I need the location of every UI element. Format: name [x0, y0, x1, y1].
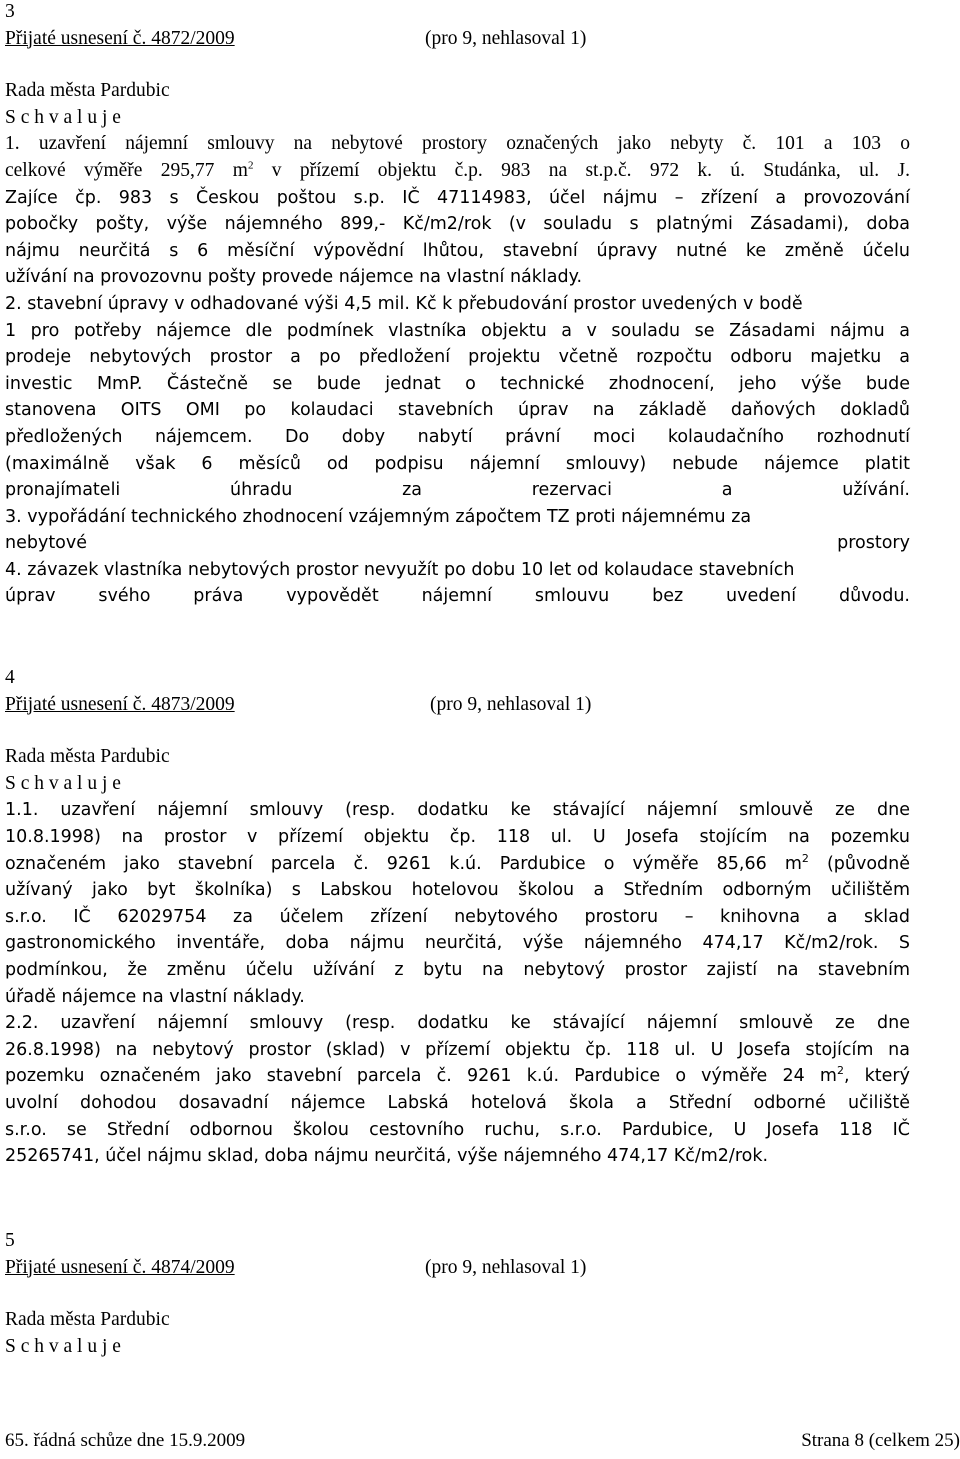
text-line: úřadě nájemce na vlastní náklady.: [5, 986, 305, 1007]
text-line: podmínkou, že změnu účelu užívání z bytu na nebytový prostor zajistí na stavebním: [5, 959, 910, 980]
document-section: [5, 665, 910, 1170]
vote-result: (pro 9, nehlasoval 1): [430, 693, 592, 715]
meeting-date: 65. řádná schůze dne 15.9.2009: [5, 1430, 246, 1451]
resolution-heading: [5, 692, 910, 719]
resolution-title: Přijaté usnesení č. 4872/2009: [5, 27, 235, 49]
approves-label: S c h v a l u j e: [5, 106, 121, 128]
text-line: úprav svého práva vypovědět nájemní smlouvu bez uvedení důvodu.: [5, 586, 910, 607]
document-section: [5, 1228, 910, 1360]
text-line: pobočky pošty, výše nájemného 899,- Kč/m2/rok (v souladu s platnými Zásadami), doba: [5, 214, 910, 235]
text-line: předložených nájemcem. Do doby nabytí právní moci kolaudačního rozhodnutí: [5, 426, 910, 447]
council-name: Rada města Pardubic: [5, 746, 170, 768]
text-line: gastronomického inventáře, doba nájmu neurčitá, výše nájemného 474,17 Kč/m2/rok. S: [5, 933, 910, 954]
text-line: 25265741, účel nájmu sklad, doba nájmu neurčitá, výše nájemného 474,17 Kč/m2/rok.: [5, 1146, 769, 1167]
text-line: 1.1. uzavření nájemní smlouvy (resp. dodatku ke stávající nájemní smlouvě ze dne: [5, 800, 910, 821]
resolution-title: Přijaté usnesení č. 4873/2009: [5, 693, 235, 715]
text-line: s.r.o. se Střední odbornou školou cestovního ruchu, s.r.o. Pardubice, U Josefa 118 IČ: [5, 1119, 910, 1140]
text-line: nebytové prostory: [5, 533, 910, 554]
approves-label: S c h v a l u j e: [5, 772, 121, 794]
resolution-title: Přijaté usnesení č. 4874/2009: [5, 1256, 235, 1278]
text-line: 26.8.1998) na nebytový prostor (sklad) v přízemí objektu čp. 118 ul. U Josefa stojícím na: [5, 1039, 910, 1060]
text-line: uvolní dohodou dosavadní nájemce Labská hotelová škola a Střední odborné učiliště: [5, 1092, 910, 1113]
resolution-heading: [5, 26, 910, 53]
page-footer: [5, 1430, 960, 1452]
page-number: Strana 8 (celkem 25): [801, 1430, 960, 1451]
approves-label: S c h v a l u j e: [5, 1335, 121, 1357]
text-line: 2.2. uzavření nájemní smlouvy (resp. dodatku ke stávající nájemní smlouvě ze dne: [5, 1013, 910, 1034]
council-name: Rada města Pardubic: [5, 1309, 170, 1331]
text-line: celkové výměře 295,77 $m^2$ v přízemí objektu č.p. 983 na st.p.č. 972 k. ú. Studánka, ul. J.: [5, 159, 910, 181]
text-line: 3. vypořádání technického zhodnocení vzájemným zápočtem TZ proti nájemnému za: [5, 506, 752, 527]
text-line: (maximálně však 6 měsíců od podpisu nájemní smlouvy) nebude nájemce platit: [5, 453, 910, 474]
vote-result: (pro 9, nehlasoval 1): [425, 1256, 587, 1278]
resolution-heading: [5, 1255, 910, 1282]
text-line: investic MmP. Částečně se bude jednat o technické zhodnocení, jeho výše bude: [5, 373, 910, 394]
document-page: [5, 0, 910, 610]
text-line: prodeje nebytových prostor a po předložení projektu včetně rozpočtu odboru majetku a: [5, 347, 910, 368]
text-line: užívaný jako byt školníka) s Labskou hotelovou školou a Středním odborným učilištěm: [5, 880, 910, 901]
text-line: 10.8.1998) na prostor v přízemí objektu čp. 118 ul. U Josefa stojícím na pozemku: [5, 826, 910, 847]
text-line: 4. závazek vlastníka nebytových prostor nevyužít po dobu 10 let od kolaudace stavebních: [5, 559, 795, 580]
text-line: pronajímateli úhradu za rezervaci a užívání.: [5, 480, 910, 501]
vote-result: (pro 9, nehlasoval 1): [425, 27, 587, 49]
section-number: 4: [5, 667, 15, 688]
text-line: 1 pro potřeby nájemce dle podmínek vlastníka objektu a v souladu se Zásadami nájmu a: [5, 320, 910, 341]
text-line: stanovena OITS OMI po kolaudaci stavebních úprav na základě daňových dokladů: [5, 400, 910, 421]
council-name: Rada města Pardubic: [5, 80, 170, 102]
text-line: 2. stavební úpravy v odhadované výši 4,5 mil. Kč k přebudování prostor uvedených v bodě: [5, 293, 803, 314]
text-line: užívání na provozovnu pošty provede nájemce na vlastní náklady.: [5, 267, 583, 288]
text-line: nájmu neurčitá s 6 měsíční výpovědní lhůtou, stavební úpravy nutné ke změně účelu: [5, 240, 910, 261]
text-line: Zajíce čp. 983 s Českou poštou s.p. IČ 47114983, účel nájmu – zřízení a provozování: [5, 187, 910, 208]
text-line: pozemku označeném jako stavební parcela č. 9261 k.ú. Pardubice o výměře 24 $m^2$, který: [5, 1064, 910, 1087]
text-line: označeném jako stavební parcela č. 9261 k.ú. Pardubice o výměře 85,66 $m^2$ (původně: [5, 851, 910, 874]
section-number: 3: [5, 1, 15, 22]
section-number: 5: [5, 1230, 15, 1251]
text-line: 1. uzavření nájemní smlouvy na nebytové prostory označených jako nebyty č. 101 a 103 o: [5, 133, 910, 155]
text-line: s.r.o. IČ 62029754 za účelem zřízení nebytového prostoru – knihovna a sklad: [5, 906, 910, 927]
